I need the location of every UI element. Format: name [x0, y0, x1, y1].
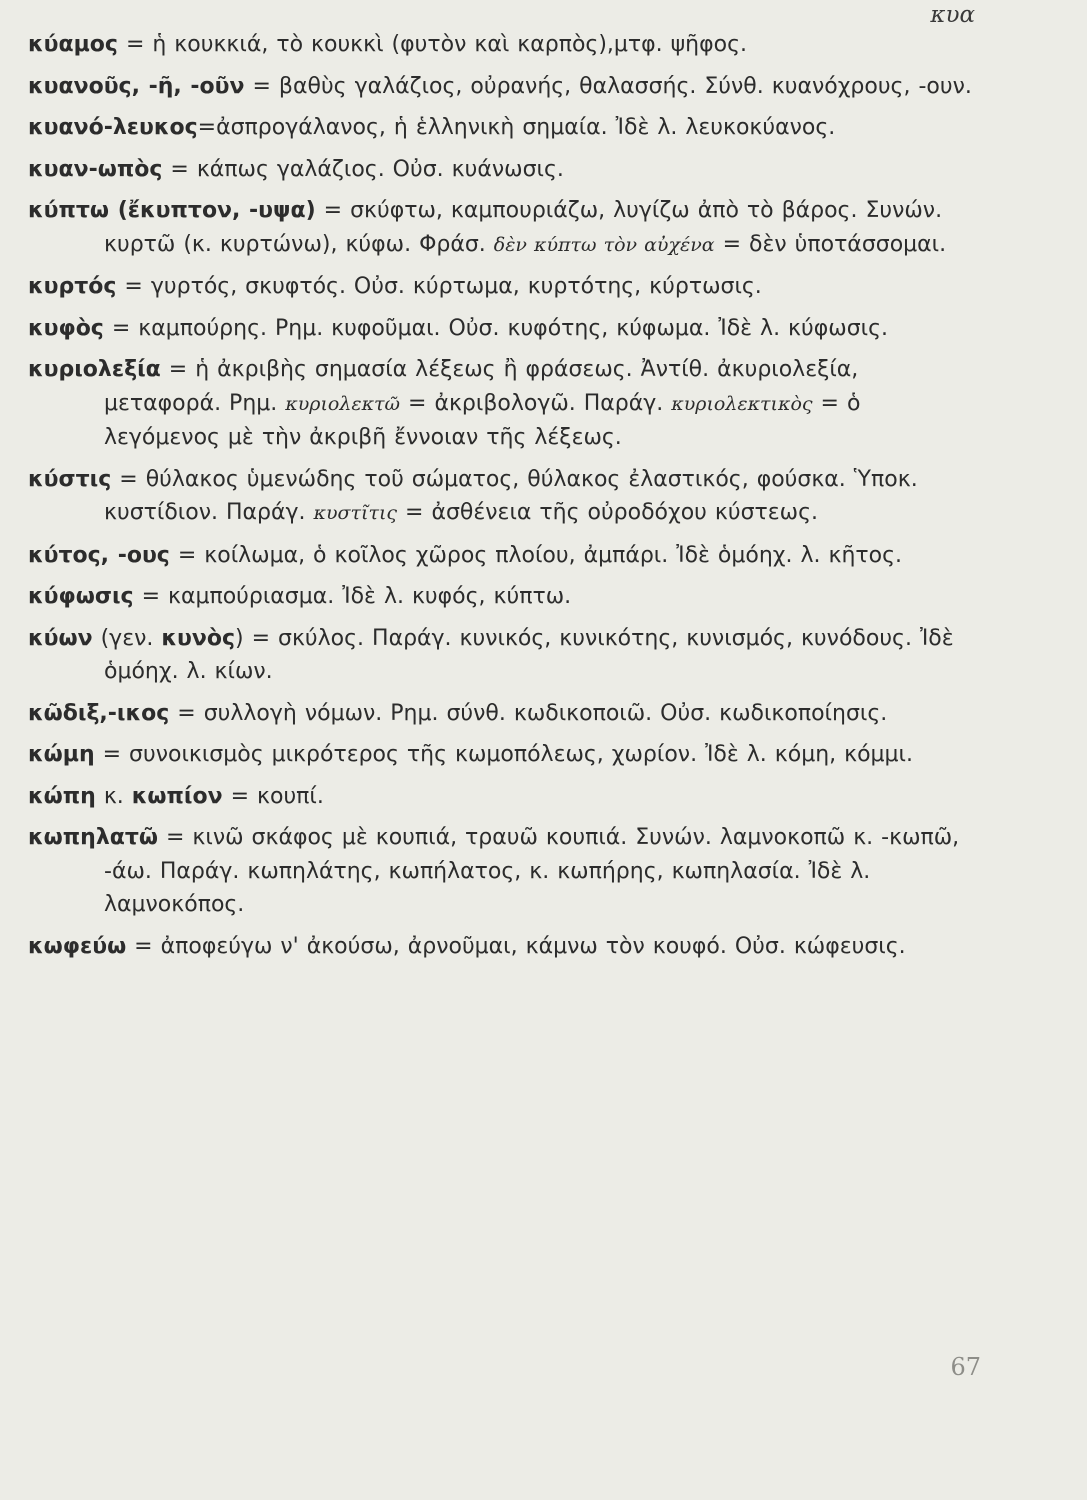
headword: κωφεύω — [28, 933, 127, 959]
definition-text: = ἀσθένεια τῆς οὐροδόχου κύστεως. — [397, 500, 819, 525]
definition-text: ) = σκύλος. Παράγ. κυνικός, κυνικότης, κυνισμός, κυνόδους. Ἰδὲ ὁμόηχ. λ. κίων. — [104, 625, 954, 684]
entry-list — [28, 28, 978, 971]
dictionary-entry — [28, 697, 978, 731]
definition-text: = ἡ ἀκριβὴς σημασία λέξεως ἢ φράσεως. Ἀντίθ. ἀκυριολεξία, μεταφορά. Ρημ. — [104, 357, 859, 416]
definition-text: = ἀκριβολογῶ. Παράγ. — [400, 390, 672, 416]
dictionary-entry — [28, 353, 978, 455]
definition-text: = κουπί. — [222, 783, 324, 809]
headword: κῶδιξ,-ικος — [28, 700, 170, 726]
headword: κύων — [28, 625, 93, 651]
definition-text: = ἀποφεύγω ν' ἀκούσω, ἀρνοῦμαι, κάμνω τὸν κουφό. Οὐσ. κώφευσις. — [126, 933, 906, 959]
headword: κύφωσις — [28, 584, 134, 609]
headword: κυανοῦς, -ῆ, -οῦν — [28, 73, 245, 99]
definition-text: = δὲν ὑποτάσσομαι. — [714, 231, 947, 257]
definition-text: = βαθὺς γαλάζιος, οὐρανής, θαλασσής. Σύνθ. κυανόχρους, -ουν. — [244, 73, 972, 99]
page-number: 67 — [950, 1353, 981, 1381]
dictionary-entry — [28, 622, 978, 689]
definition-text: κ. — [95, 783, 132, 809]
definition-text: = θύλακος ὑμενώδης τοῦ σώματος, θύλακος ἐλαστικός, φούσκα. Ὑποκ. κυστίδιον. Παράγ. — [104, 466, 918, 525]
definition-text: = σκύφτω, καμπουριάζω, λυγίζω ἀπὸ τὸ βάρος. Συνών. κυρτῶ (κ. κυρτώνω), κύφω. Φράσ. — [104, 198, 943, 257]
dictionary-entry — [28, 539, 978, 573]
headword: κύαμος — [28, 32, 118, 57]
dictionary-entry — [28, 463, 978, 531]
dictionary-entry — [28, 111, 978, 145]
running-head: κυα — [930, 2, 975, 28]
headword: κυνὸς — [161, 625, 235, 651]
definition-text: = κάπως γαλάζιος. Οὐσ. κυάνωσις. — [162, 156, 564, 182]
definition-text: = καμπούρης. Ρημ. κυφοῦμαι. Οὐσ. κυφότης, κύφωμα. Ἰδὲ λ. κύφωσις. — [103, 315, 888, 341]
dictionary-entry — [28, 312, 978, 346]
definition-text: = κινῶ σκάφος μὲ κουπιά, τραυῶ κουπιά. Συνών. λαμνοκοπῶ κ. -κωπῶ, -άω. Παράγ. κωπηλάτης, κωπήλατος, κ. κωπήρης, κωπηλασία. Ἰδὲ λ. λαμνοκόπος. — [104, 825, 960, 917]
definition-text: =ἀσπρογάλανος, ἡ ἑλληνικὴ σημαία. Ἰδὲ λ. λευκοκύανος. — [197, 115, 836, 140]
headword: κύστις — [28, 466, 112, 492]
headword: κύτος, -ους — [28, 542, 170, 568]
headword: κώμη — [28, 742, 95, 767]
headword: κώπη — [28, 783, 96, 809]
definition-text: = καμπούριασμα. Ἰδὲ λ. κυφός, κύπτω. — [133, 584, 572, 609]
definition-text: = συνοικισμὸς μικρότερος τῆς κωμοπόλεως, χωρίον. Ἰδὲ λ. κόμη, κόμμι. — [94, 742, 913, 767]
definition-text: (γεν. — [92, 625, 162, 651]
dictionary-entry — [28, 738, 978, 772]
italic-phrase: κυριολεκτῶ — [285, 392, 401, 415]
headword: κύπτω (ἔκυπτον, -υψα) — [28, 198, 316, 223]
italic-phrase: κυστῖτις — [313, 502, 398, 524]
headword: κυανό-λευκος — [28, 115, 198, 140]
definition-text: = κοίλωμα, ὁ κοῖλος χῶρος πλοίου, ἀμπάρι. Ἰδὲ ὁμόηχ. λ. κῆτος. — [169, 542, 902, 568]
headword: κυρτός — [28, 274, 117, 299]
dictionary-entry — [28, 153, 978, 187]
definition-text: = συλλογὴ νόμων. Ρημ. σύνθ. κωδικοποιῶ. Οὐσ. κωδικοποίησις. — [169, 700, 888, 726]
dictionary-entry — [28, 580, 978, 614]
headword: κωπίον — [131, 783, 223, 809]
dictionary-entry — [28, 194, 978, 262]
dictionary-entry — [28, 780, 978, 814]
definition-text: = ὁ λεγόμενος μὲ τὴν ἀκριβῆ ἔννοιαν τῆς λέξεως. — [104, 390, 861, 450]
dictionary-entry — [28, 930, 978, 964]
italic-phrase: κυριολεκτικὸς — [671, 392, 813, 415]
definition-text: = ἡ κουκκιά, τὸ κουκκὶ (φυτὸν καὶ καρπὸς),μτφ. ψῆφος. — [117, 32, 747, 57]
dictionary-entry — [28, 270, 978, 304]
dictionary-entry — [28, 70, 978, 104]
dictionary-entry — [28, 821, 978, 922]
headword: κυριολεξία — [28, 357, 161, 382]
definition-text: = γυρτός, σκυφτός. Οὐσ. κύρτωμα, κυρτότης, κύρτωσις. — [116, 274, 762, 299]
dictionary-entry — [28, 28, 978, 62]
headword: κωπηλατῶ — [28, 825, 159, 850]
headword: κυαν-ωπὸς — [28, 156, 163, 182]
italic-phrase: δὲν κύπτω τὸν αὐχένα — [493, 233, 715, 256]
headword: κυφὸς — [28, 315, 104, 341]
